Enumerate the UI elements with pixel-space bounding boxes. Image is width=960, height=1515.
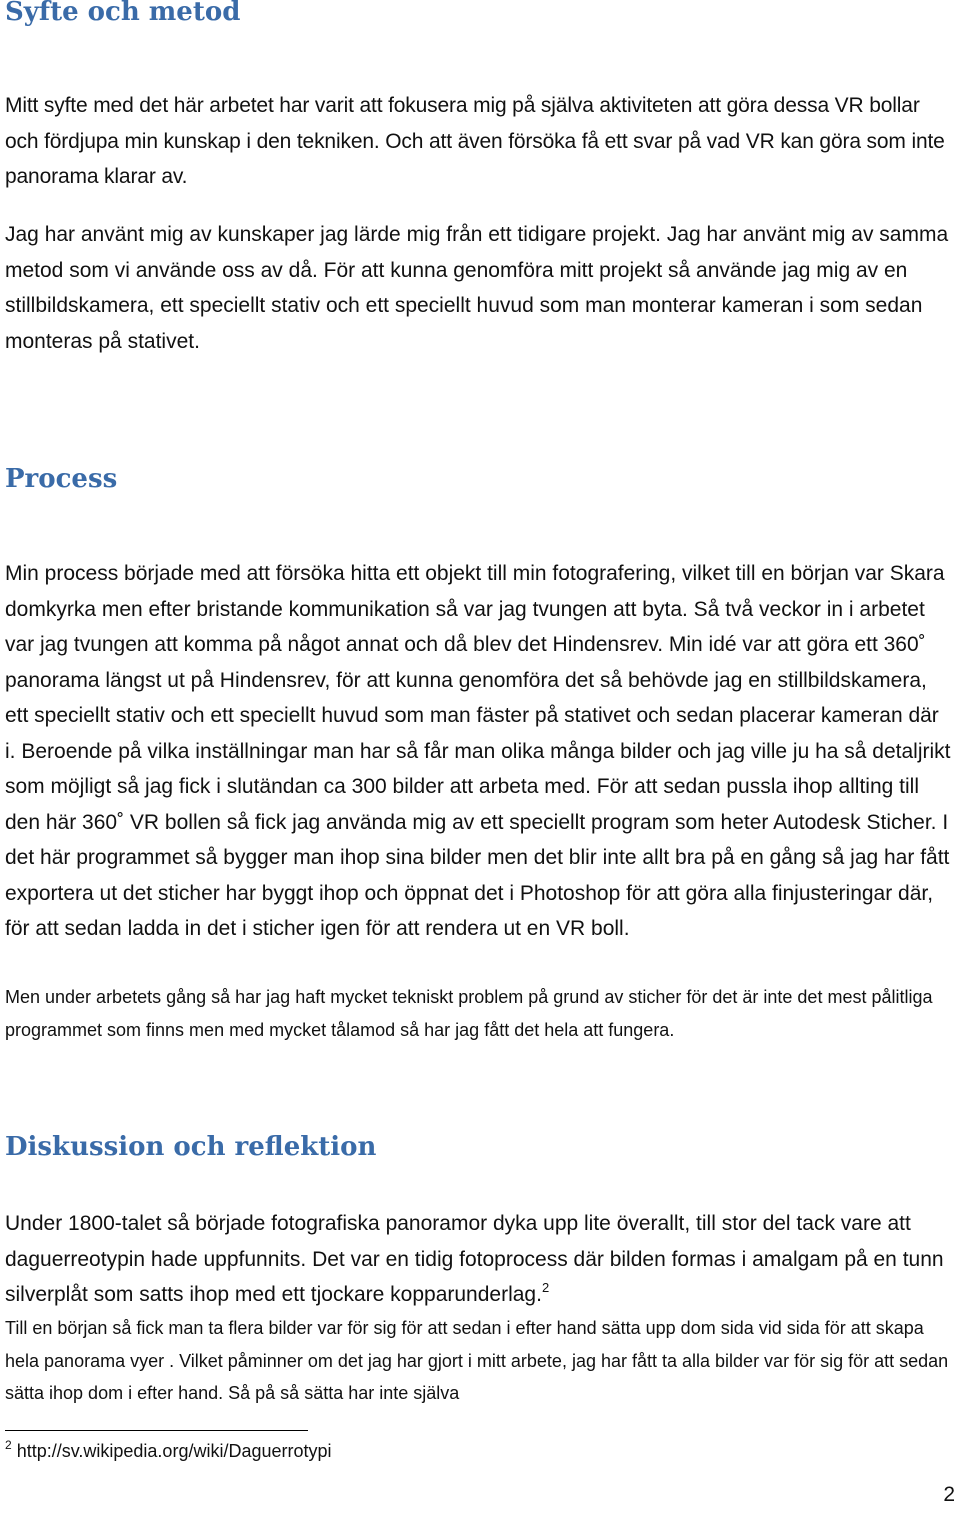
paragraph-syfte: Mitt syfte med det här arbetet har varit att fokusera mig på själva aktiviteten att göra dessa VR bollar och fördjupa min kunskap i den tekniken. Och att även försöka få ett svar på vad VR kan göra som inte panorama klarar av. [5,94,945,188]
footnote-link[interactable]: http://sv.wikipedia.org/wiki/Daguerrotypi [16,1441,332,1461]
paragraph-reflektion: Till en början så fick man ta flera bilder var för sig för att sedan i efter hand sätta upp dom sida vid sida för att skapa hela panorama vyer . Vilket påminner om det jag har gjort i mitt arbete, jag har fått ta alla bilder var för sig för att sedan sätta ihop dom i efter hand. Så på så sätta har inte själva [5,1318,949,1403]
heading-syfte-och-metod: Syfte och metod [5,0,241,27]
heading-process: Process [5,464,118,494]
page-number: 2 [943,1483,955,1506]
paragraph-metod: Jag har använt mig av kunskaper jag lärde mig från ett tidigare projekt. Jag har använt mig av samma metod som vi använde oss av då. För att kunna genomföra mitt projekt så använde jag mig av en stillbildskamera, ett speciellt stativ och ett speciellt huvud som man monterar kameran i som sedan monteras på stativet. [5,223,949,353]
paragraph-diskussion-text: Under 1800-talet så började fotografiska panoramor dyka upp lite överallt, till stor del tack vare att daguerreotypin hade uppfunnits. Det var en tidig fotoprocess där bilden formas i amalgam på en tunn silverplåt som satts ihop med ett tjockare kopparunderlag. [5,1212,944,1306]
paragraph-diskussion [5,1206,952,1313]
heading-diskussion-och-reflektion: Diskussion och reflektion [5,1132,377,1162]
footnote [5,1438,332,1462]
paragraph-process: Min process började med att försöka hitta ett objekt till min fotografering, vilket till en början var Skara domkyrka men efter bristande kommunikation så var jag tvungen att byta. Så två veckor in i arbetet var jag tvungen att komma på något annat och då blev det Hindensrev. Min idé var att göra ett 360˚ panorama längst ut på Hindensrev, för att kunna genomföra det så behövde jag en stillbildskamera, ett speciellt stativ och ett speciellt huvud som man fäster på stativet och sedan placerar kameran där i. Beroende på vilka inställningar man har så får man olika många bilder och jag ville ju ha så detaljrikt som möjligt så jag fick i slutändan ca 300 bilder att arbeta med. För att sedan pussla ihop allting till den här 360˚ VR bollen så fick jag använda mig av ett speciellt program som heter Autodesk Sticher. I det här programmet så bygger man ihop sina bilder men det blir inte allt bra på en gång så jag har fått exportera ut det sticher har byggt ihop och öppnat det i Photoshop för att göra alla finjusteringar där, för att sedan ladda in det i sticher igen för att rendera ut en VR boll. [5,562,951,940]
footnote-number: 2 [5,1438,12,1452]
paragraph-process-problem: Men under arbetets gång så har jag haft mycket tekniskt problem på grund av sticher för det är inte det mest pålitliga programmet som finns men med mycket tålamod så har jag fått det hela att fungera. [5,987,933,1040]
footnote-separator [5,1430,308,1431]
footnote-reference: 2 [541,1280,550,1295]
